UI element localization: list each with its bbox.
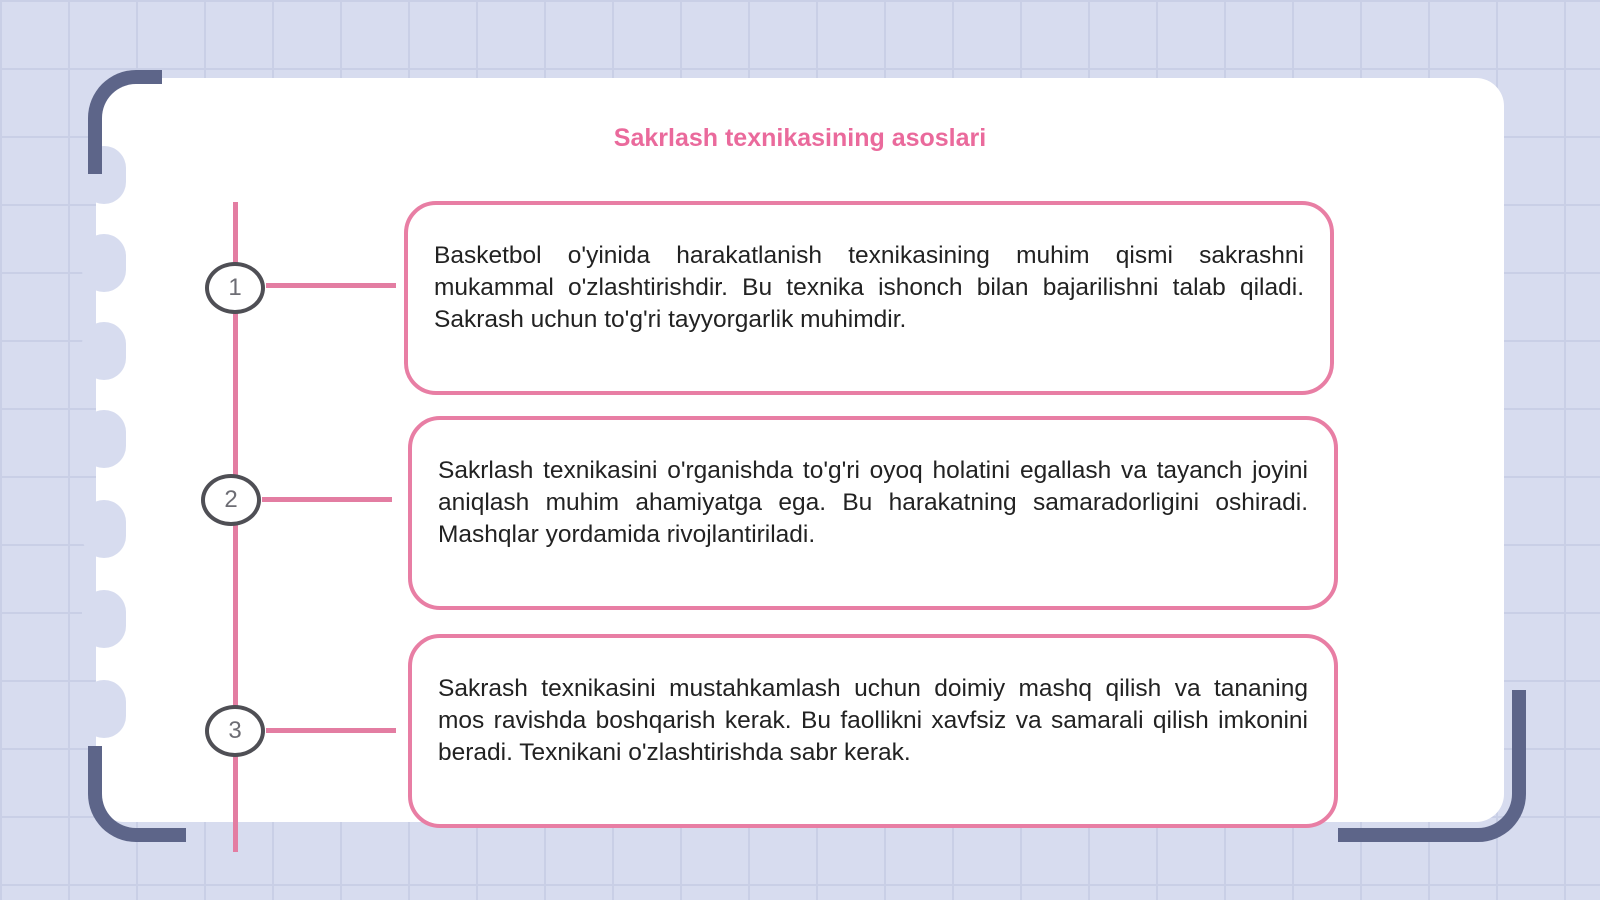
paper-notch bbox=[82, 234, 126, 292]
step-text-box bbox=[408, 416, 1338, 610]
corner-bracket-top-left bbox=[88, 70, 162, 174]
timeline-connector bbox=[266, 728, 396, 733]
corner-bracket-bottom-left bbox=[88, 746, 186, 842]
step-text-box bbox=[408, 634, 1338, 828]
corner-bracket-bottom-right bbox=[1338, 690, 1526, 842]
step-number-badge: 1 bbox=[205, 262, 265, 314]
step-text-box bbox=[404, 201, 1334, 395]
timeline-connector bbox=[266, 283, 396, 288]
step-description: Sakrash texnikasini mustahkamlash uchun doimiy mashq qilish va tananing mos ravishda boshqarish kerak. Bu faollikni xavfsiz va samarali qilish imkonini beradi. Texnikani o'zlashtirishda sabr kerak. bbox=[438, 675, 1308, 766]
paper-notch bbox=[82, 590, 126, 648]
paper-notch bbox=[82, 680, 126, 738]
slide-title: Sakrlash texnikasining asoslari bbox=[613, 124, 987, 152]
paper-notch bbox=[82, 410, 126, 468]
step-number-badge: 2 bbox=[201, 474, 261, 526]
paper-notch bbox=[82, 500, 126, 558]
step-description: Sakrlash texnikasini o'rganishda to'g'ri oyoq holatini egallash va tayanch joyini aniqlash muhim ahamiyatga ega. Bu harakatning samaradorligini oshiradi. Mashqlar yordamida rivojlantiriladi. bbox=[438, 457, 1308, 548]
step-description: Basketbol o'yinida harakatlanish texnikasining muhim qismi sakrashni mukammal o'zlashtirishdir. Bu texnika ishonch bilan bajarilishni talab qiladi. Sakrash uchun to'g'ri tayyorgarlik muhimdir. bbox=[434, 242, 1304, 333]
timeline-connector bbox=[262, 497, 392, 502]
paper-notch bbox=[82, 322, 126, 380]
step-number-badge: 3 bbox=[205, 705, 265, 757]
